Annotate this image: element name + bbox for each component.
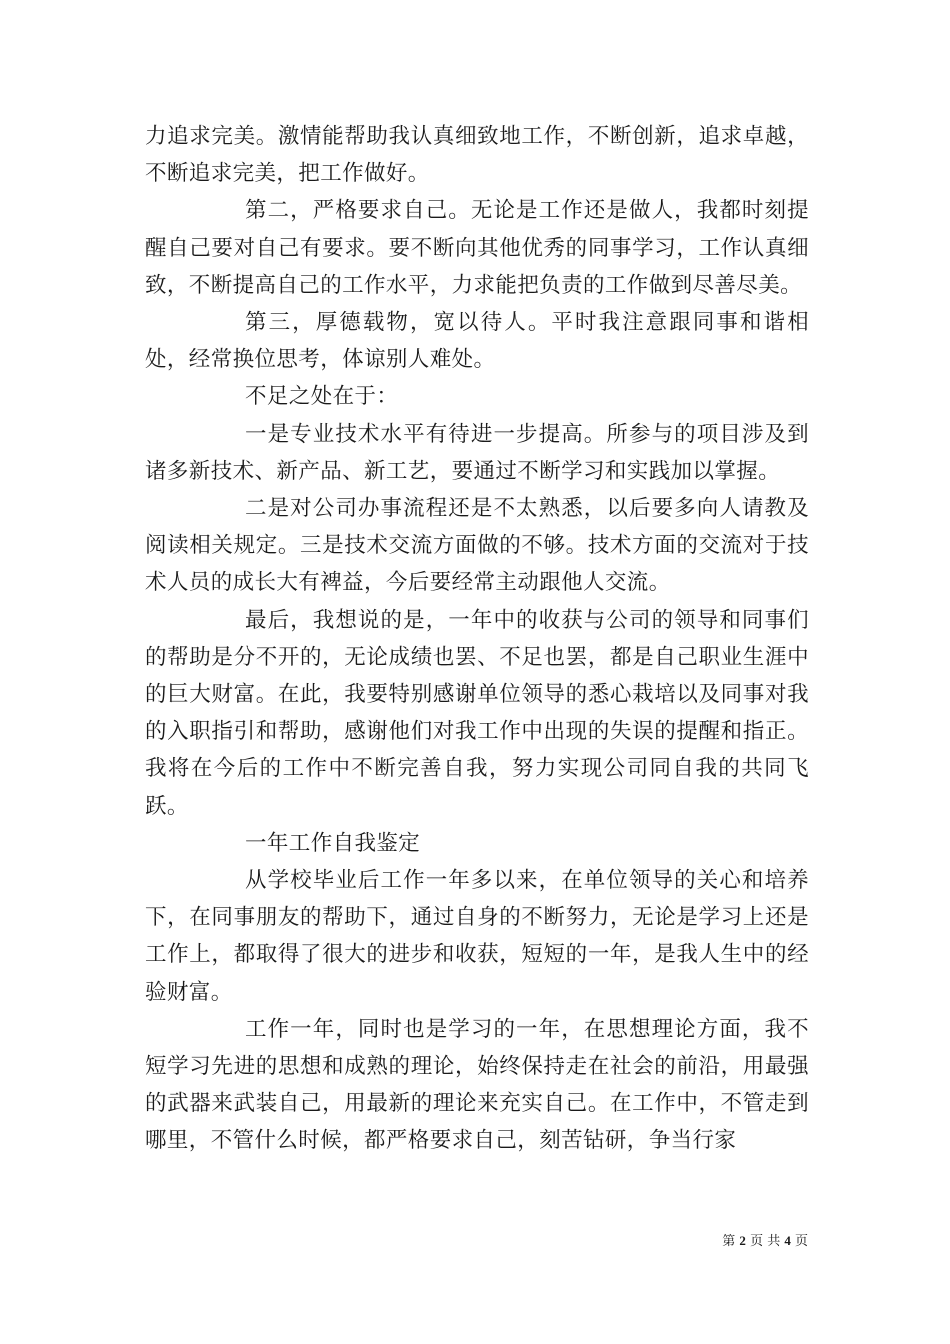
paragraph-5: 一是专业技术水平有待进一步提高。所参与的项目涉及到诸多新技术、新产品、新工艺，要通过不断学习和实践加以掌握。 bbox=[145, 421, 809, 484]
paragraph-3: 第三，厚德载物，宽以待人。平时我注意跟同事和谐相处，经常换位思考，体谅别人难处。 bbox=[145, 310, 809, 373]
footer-suffix: 页 bbox=[794, 1234, 808, 1249]
footer-prefix: 第 bbox=[722, 1234, 736, 1249]
paragraph-9: 从学校毕业后工作一年多以来，在单位领导的关心和培养下，在同事朋友的帮助下，通过自身的不断努力，无论是学习上还是工作上，都取得了很大的进步和收获，短短的一年，是我人生中的经验财富。 bbox=[145, 868, 809, 1005]
footer-middle: 页 共 bbox=[750, 1234, 781, 1249]
paragraph-6: 二是对公司办事流程还是不太熟悉，以后要多向人请教及阅读相关规定。三是技术交流方面做的不够。技术方面的交流对于技术人员的成长大有裨益，今后要经常主动跟他人交流。 bbox=[145, 496, 809, 596]
footer-current-page: 2 bbox=[739, 1233, 746, 1248]
page-number-footer bbox=[722, 1233, 808, 1250]
footer-total-pages: 4 bbox=[784, 1233, 791, 1248]
paragraph-1: 力追求完美。激情能帮助我认真细致地工作，不断创新，追求卓越，不断追求完美，把工作做好。 bbox=[145, 124, 809, 187]
paragraph-10: 工作一年，同时也是学习的一年，在思想理论方面，我不短学习先进的思想和成熟的理论，始终保持走在社会的前沿，用最强的武器来武装自己，用最新的理论来充实自己。在工作中，不管走到哪里，不管什么时候，都严格要求自己，刻苦钻研，争当行家 bbox=[145, 1016, 809, 1154]
document-body bbox=[145, 118, 809, 1160]
paragraph-4: 不足之处在于： bbox=[245, 384, 399, 410]
section-heading: 一年工作自我鉴定 bbox=[245, 830, 421, 856]
paragraph-7: 最后，我想说的是，一年中的收获与公司的领导和同事们的帮助是分不开的，无论成绩也罢、不足也罢，都是自己职业生涯中的巨大财富。在此，我要特别感谢单位领导的悉心栽培以及同事对我的入职指引和帮助，感谢他们对我工作中出现的失误的提醒和指正。我将在今后的工作中不断完善自我，努力实现公司同自我的共同飞跃。 bbox=[145, 607, 809, 819]
paragraph-2: 第二，严格要求自己。无论是工作还是做人，我都时刻提醒自己要对自己有要求。要不断向其他优秀的同事学习，工作认真细致，不断提高自己的工作水平，力求能把负责的工作做到尽善尽美。 bbox=[145, 198, 809, 298]
